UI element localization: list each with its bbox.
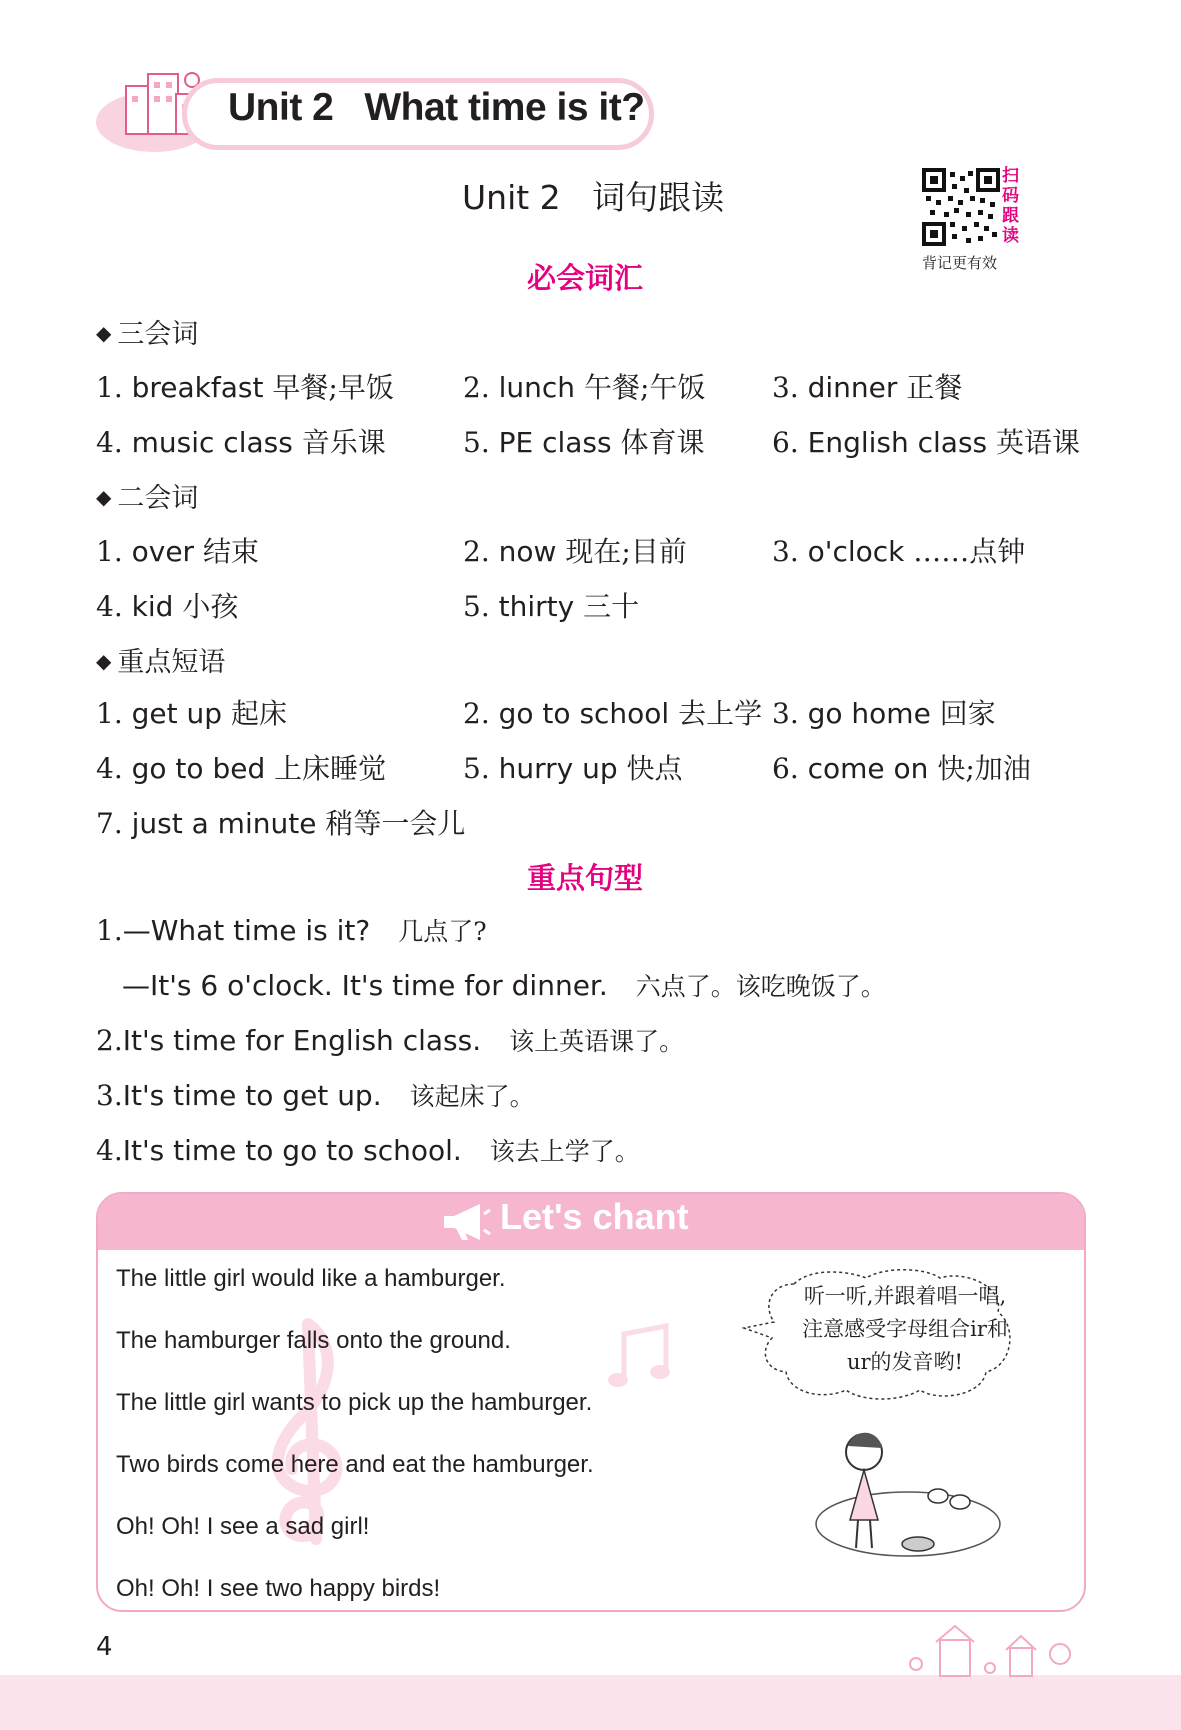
- footer-houses-illustration: [900, 1620, 1080, 1680]
- footer-band: [0, 1675, 1181, 1730]
- music-note-icon: [606, 1322, 676, 1392]
- vocab-item: 4. music class 音乐课: [96, 426, 386, 459]
- sentence-item: 4.It's time to go to school. 该去上学了。: [96, 1134, 640, 1167]
- vocab-item: 2. now 现在;目前: [463, 535, 687, 568]
- vocab-section-title: 必会词汇: [527, 261, 644, 295]
- chant-line: Oh! Oh! I see two happy birds!: [116, 1575, 441, 1602]
- sentence-section-title: 重点句型: [527, 861, 644, 895]
- sentence-item: —It's 6 o'clock. It's time for dinner. 六点了。该吃晚饭了。: [122, 969, 886, 1002]
- qr-caption: 背记更有效: [922, 254, 998, 272]
- diamond-bullet-icon: ◆: [96, 649, 112, 673]
- vocab-item: 1. over 结束: [96, 535, 259, 568]
- sentence-item: 3.It's time to get up. 该起床了。: [96, 1079, 535, 1112]
- phrase-item: 5. hurry up 快点: [463, 752, 683, 785]
- vocab-item: 1. breakfast 早餐;早饭: [96, 371, 394, 404]
- page-number: 4: [96, 1632, 113, 1662]
- chant-line: The little girl wants to pick up the hamburger.: [116, 1389, 593, 1416]
- megaphone-icon: [438, 1200, 492, 1244]
- vocab-item: 6. English class 英语课: [772, 426, 1081, 459]
- qr-side-label: 扫码跟读: [1002, 166, 1019, 246]
- category-heading: ◆ 三会词: [96, 319, 199, 350]
- speech-bubble-text: 听一听,并跟着唱一唱,注意感受字母组合ir和ur的发音哟!: [802, 1284, 1008, 1374]
- unit-title: Unit 2 What time is it?: [228, 86, 645, 129]
- vocab-item: 5. PE class 体育课: [463, 426, 705, 459]
- category-heading: ◆ 重点短语: [96, 647, 226, 678]
- vocab-item: 4. kid 小孩: [96, 590, 239, 623]
- chant-line: Two birds come here and eat the hamburger.: [116, 1451, 594, 1478]
- sentence-item: 2.It's time for English class. 该上英语课了。: [96, 1024, 685, 1057]
- phrase-item: 1. get up 起床: [96, 697, 287, 730]
- vocab-item: 3. o'clock ……点钟: [772, 535, 1026, 568]
- vocab-item: 3. dinner 正餐: [772, 371, 963, 404]
- chant-line: Oh! Oh! I see a sad girl!: [116, 1513, 370, 1540]
- phrase-item: 6. come on 快;加油: [772, 752, 1031, 785]
- phrase-item: 7. just a minute 稍等一会儿: [96, 807, 466, 840]
- vocab-item: 5. thirty 三十: [463, 590, 640, 623]
- chant-line: The little girl would like a hamburger.: [116, 1265, 506, 1292]
- chant-line: The hamburger falls onto the ground.: [116, 1327, 511, 1354]
- phrase-item: 2. go to school 去上学: [463, 697, 763, 730]
- sentence-item: 1.—What time is it? 几点了?: [96, 914, 487, 947]
- vocab-item: 2. lunch 午餐;午饭: [463, 371, 706, 404]
- phrase-item: 3. go home 回家: [772, 697, 996, 730]
- diamond-bullet-icon: ◆: [96, 321, 112, 345]
- phrase-item: 4. go to bed 上床睡觉: [96, 752, 387, 785]
- diamond-bullet-icon: ◆: [96, 485, 112, 509]
- section-subtitle: Unit 2 词句跟读: [462, 178, 725, 217]
- girl-and-birds-illustration: [798, 1424, 1018, 1584]
- category-heading: ◆ 二会词: [96, 483, 199, 514]
- chant-title: Let's chant: [500, 1196, 689, 1237]
- qr-code[interactable]: [922, 168, 1000, 250]
